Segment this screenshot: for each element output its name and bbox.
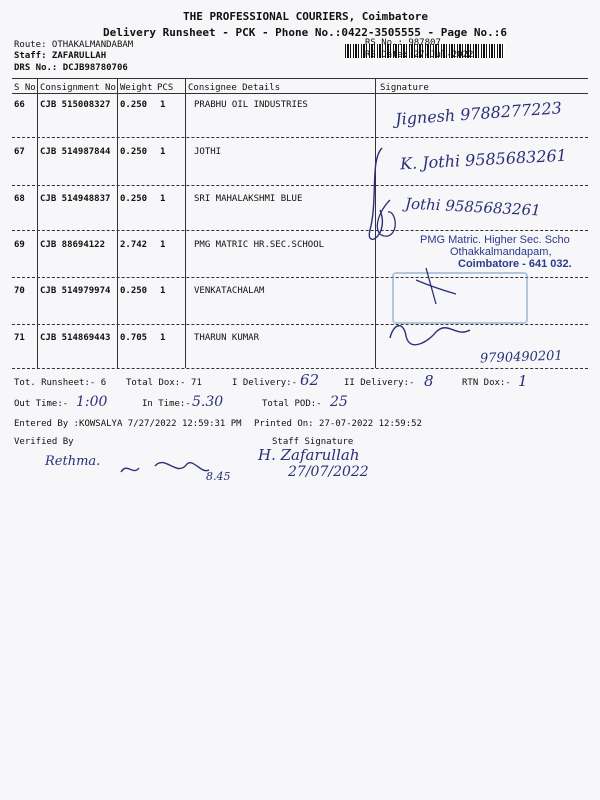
row-signature: 9790490201: [479, 348, 563, 367]
row-sno: 71: [14, 333, 25, 343]
row-weight: 0.250: [120, 194, 148, 204]
entered-by: Entered By :KOWSALYA 7/27/2022 12:59:31 PM: [14, 419, 242, 429]
row-pcs: 1: [160, 286, 166, 296]
drs-number: DRS No.: DCJB98780706: [14, 63, 128, 73]
staff-label: Staff: ZAFARULLAH: [14, 51, 107, 61]
row-pcs: 1: [160, 194, 166, 204]
row-consignment: CJB 514987844: [40, 147, 111, 157]
row-sno: 70: [14, 286, 25, 296]
staff-signature-date: 27/07/2022: [288, 464, 369, 480]
row-signature: Jignesh 9788277223: [394, 98, 563, 129]
out-time-value: 1:00: [76, 394, 108, 410]
row-consignment: CJB 515008327: [40, 100, 111, 110]
runsheet-subtitle: Delivery Runsheet - PCK - Phone No.:0422-3505555 - Page No.:6: [103, 26, 507, 39]
staff-signature: H. Zafarullah: [258, 446, 360, 464]
in-time-label: In Time:-: [142, 399, 191, 409]
verified-by-label: Verified By: [14, 437, 74, 447]
col-header-consignee: Consignee Details: [188, 83, 281, 93]
verifier-signature: Rethma.: [45, 454, 101, 469]
ii-delivery-value: 8: [424, 372, 434, 390]
col-header-sno: S No: [14, 83, 36, 93]
row-sno: 68: [14, 194, 25, 204]
out-time-label: Out Time:-: [14, 399, 69, 409]
rtn-dox-label: RTN Dox:-: [462, 378, 511, 388]
row-signature: K. Jothi 9585683261: [399, 145, 568, 174]
row-weight: 0.250: [120, 100, 148, 110]
row-divider: [12, 137, 588, 138]
row-consignee: PRABHU OIL INDUSTRIES: [194, 100, 308, 110]
row-weight: 0.250: [120, 147, 148, 157]
handwritten-marks: [360, 140, 600, 370]
route-label: Route: OTHAKALMANDABAM: [14, 40, 134, 50]
row-consignment: CJB 88694122: [40, 240, 106, 250]
col-header-pcs: PCS: [157, 83, 174, 93]
row-weight: 0.250: [120, 286, 148, 296]
total-runsheet: Tot. Runsheet:- 6: [14, 378, 107, 388]
row-sno: 66: [14, 100, 25, 110]
row-consignee: VENKATACHALAM: [194, 286, 265, 296]
row-consignee: THARUN KUMAR: [194, 333, 260, 343]
staff-signature-label: Staff Signature: [272, 437, 354, 447]
row-pcs: 1: [160, 333, 166, 343]
row-weight: 2.742: [120, 240, 148, 250]
row-consignee: SRI MAHALAKSHMI BLUE: [194, 194, 303, 204]
row-weight: 0.705: [120, 333, 148, 343]
i-delivery-value: 62: [300, 371, 320, 389]
total-pod-label: Total POD:-: [262, 399, 322, 409]
rs-number: RS No.: 987807: [365, 38, 441, 48]
time-note: 8.45: [206, 470, 231, 483]
school-stamp-line2: Othakkalmandapam,: [450, 246, 552, 258]
ii-delivery-label: II Delivery:-: [344, 378, 415, 388]
row-consignee: PMG MATRIC HR.SEC.SCHOOL: [194, 240, 325, 250]
row-sno: 69: [14, 240, 25, 250]
row-consignment: CJB 514869443: [40, 333, 111, 343]
verifier-scribble: [115, 448, 215, 488]
row-pcs: 1: [160, 147, 166, 157]
table-top-rule: [12, 78, 588, 79]
row-signature: Jothi 9585683261: [404, 194, 542, 220]
row-pcs: 1: [160, 240, 166, 250]
rs-date: RS Date: 27-Jul-2022: [365, 50, 474, 60]
row-consignment: CJB 514979974: [40, 286, 111, 296]
i-delivery-label: I Delivery:-: [232, 378, 298, 388]
company-title: THE PROFESSIONAL COURIERS, Coimbatore: [183, 10, 429, 23]
school-stamp-line3: Coimbatore - 641 032.: [458, 258, 572, 270]
col-header-weight: Weight: [120, 83, 153, 93]
row-consignee: JOTHI: [194, 147, 222, 157]
total-dox: Total Dox:- 71: [126, 378, 202, 388]
row-consignment: CJB 514948837: [40, 194, 111, 204]
row-pcs: 1: [160, 100, 166, 110]
col-header-signature: Signature: [380, 83, 429, 93]
school-stamp-line1: PMG Matric. Higher Sec. Scho: [420, 234, 570, 246]
total-pod-value: 25: [330, 394, 348, 410]
in-time-value: 5.30: [192, 394, 224, 410]
table-header-rule: [12, 93, 588, 94]
col-header-consignment: Consignment No: [40, 83, 116, 93]
printed-on: Printed On: 27-07-2022 12:59:52: [254, 419, 422, 429]
row-sno: 67: [14, 147, 25, 157]
rtn-dox-value: 1: [518, 372, 528, 390]
